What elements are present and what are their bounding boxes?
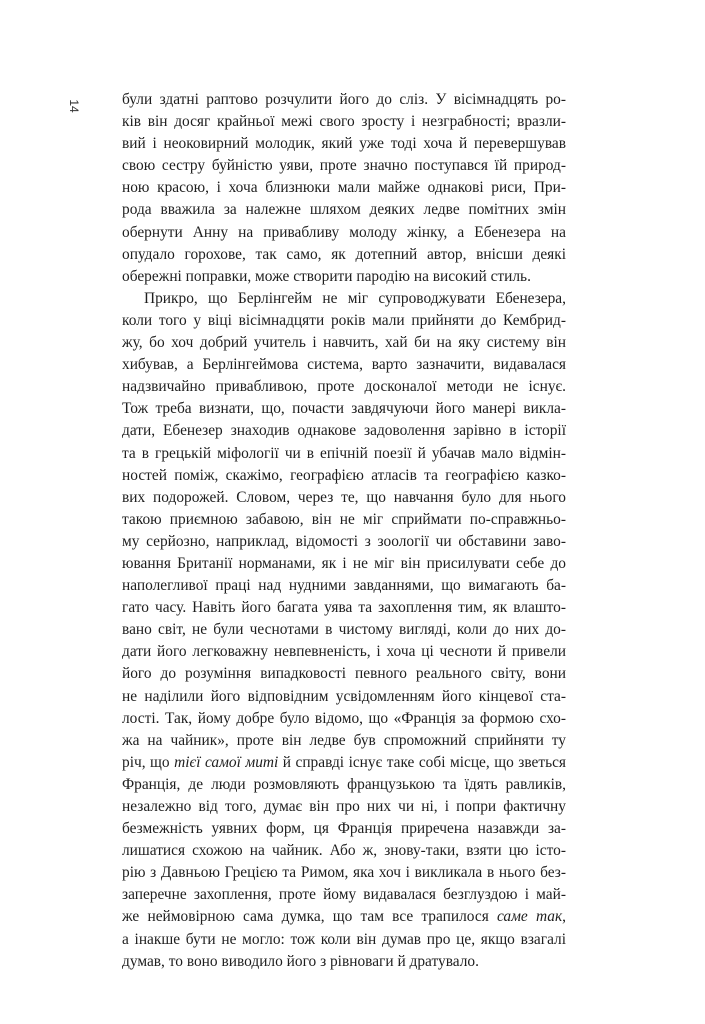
text-line: безмежність уявних форм, ця Франція приречена назавжди за-: [122, 820, 566, 838]
text-line: дати його легковажну невпевненість, і хоча ці чесноти й привели: [122, 643, 566, 661]
text-line: ною красою, і хоча близнюки мали майже однакові риси, При-: [122, 179, 566, 197]
text-line: Прикро, що Берлінгейм не міг супроводжувати Ебенезера,: [144, 289, 566, 307]
text-line: Франція, де люди розмовляють французькою та їдять равликів,: [122, 775, 566, 793]
text-line: його до розуміння випадковості певного реального світу, вони: [122, 665, 566, 683]
text-line: дати, Ебенезер знаходив однакове задоволення зарівно в історії: [122, 422, 566, 440]
text-line: обернути Анну на привабливу молоду жінку, а Ебенезера на: [122, 223, 566, 241]
text-line: ностей поміж, скажімо, географією атласів та географією казко-: [122, 466, 566, 484]
text-line: гато часу. Навіть його багата уява та захоплення тим, як влашто-: [122, 599, 566, 617]
text-line: му серйозно, наприклад, відомості з зоології чи обставини заво-: [122, 532, 566, 550]
text-line: ювання Британії норманами, як і не міг він присилувати себе до: [122, 554, 566, 572]
text-line: опудало горохове, так само, як дотепний автор, внісши деякі: [122, 245, 566, 263]
text-line: та в грецькій міфології чи в епічній поезії й убачав мало відмін-: [122, 444, 566, 462]
text-span: ,: [562, 908, 567, 926]
text-span: й справді існує таке собі місце, що зветься: [278, 753, 566, 771]
text-line: рода вважила за належне шляхом деяких ледве помітних змін: [122, 201, 566, 219]
text-line: незалежно від того, думає він про них чи ні, і попри фактичну: [122, 798, 566, 815]
page-number: 14: [67, 99, 81, 113]
text-line: хибував, а Берлінгеймова система, варто зазначити, видавалася: [122, 356, 566, 374]
italic-phrase: саме так: [496, 908, 563, 926]
text-line: ків він досяг крайньої межі свого зросту і незграбності; вразли-: [122, 113, 566, 131]
text-line: обережні поправки, може створити пародію на високий стиль.: [122, 267, 531, 285]
text-line: лості. Так, йому добре було відомо, що «Франція за формою схо-: [122, 709, 566, 727]
italic-phrase: тієї самої миті: [174, 753, 279, 771]
text-line: наполегливої праці над нудними завданнями, що вимагають ба-: [122, 577, 566, 595]
text-line: були здатні раптово розчулити його до сліз. У вісімнадцять ро-: [122, 91, 566, 108]
text-line: коли того у віці вісімнадцяти років мали прийняти до Кембрид-: [122, 311, 566, 329]
text-line: а інакше бути не могло: тож коли він думав про це, якщо взагалі: [122, 930, 566, 948]
text-line: Тож треба визнати, що, почасти завдячуючи його манері викла-: [122, 400, 566, 418]
text-line: лишатися схожою на чайник. Або ж, знову-таки, взяти цю істо-: [122, 842, 566, 860]
text-line: жа на чайник», проте він ледве був спроможний сприйняти ту: [122, 731, 566, 749]
text-line: заперечне захоплення, проте йому видавалася безглуздою і май-: [122, 886, 566, 904]
text-line: такою приємною забавою, він не міг сприймати по-справжньо-: [122, 510, 566, 528]
text-line: вано світ, не були чеснотами в чистому вигляді, коли до них до-: [122, 621, 566, 639]
text-line: свою сестру буйністю уяви, проте значно поступався їй природ-: [122, 157, 566, 175]
text-line: не наділили його відповідним усвідомленням його кінцевої ста-: [122, 687, 566, 705]
text-span: же неймовірною сама думка, що там все трапилося: [122, 908, 497, 926]
body-text: [122, 89, 566, 973]
text-line-with-italic: [122, 752, 566, 774]
text-line-with-italic: [122, 906, 566, 928]
text-line: надзвичайно привабливою, проте досконалої методи не існує.: [122, 378, 566, 396]
text-span: річ, що: [122, 753, 175, 771]
text-line: рію з Давньою Грецією та Римом, яка хоч і викликала в нього без-: [122, 864, 566, 882]
text-line: вий і неоковирний молодик, який уже тоді хоча й перевершував: [122, 135, 566, 153]
text-line: думав, то воно виводило його з рівноваги й дратувало.: [122, 952, 479, 970]
text-line: жу, бо хоч добрий учитель і навчить, хай би на яку систему він: [122, 334, 566, 352]
text-line: вих подорожей. Словом, через те, що навчання було для нього: [122, 488, 566, 506]
